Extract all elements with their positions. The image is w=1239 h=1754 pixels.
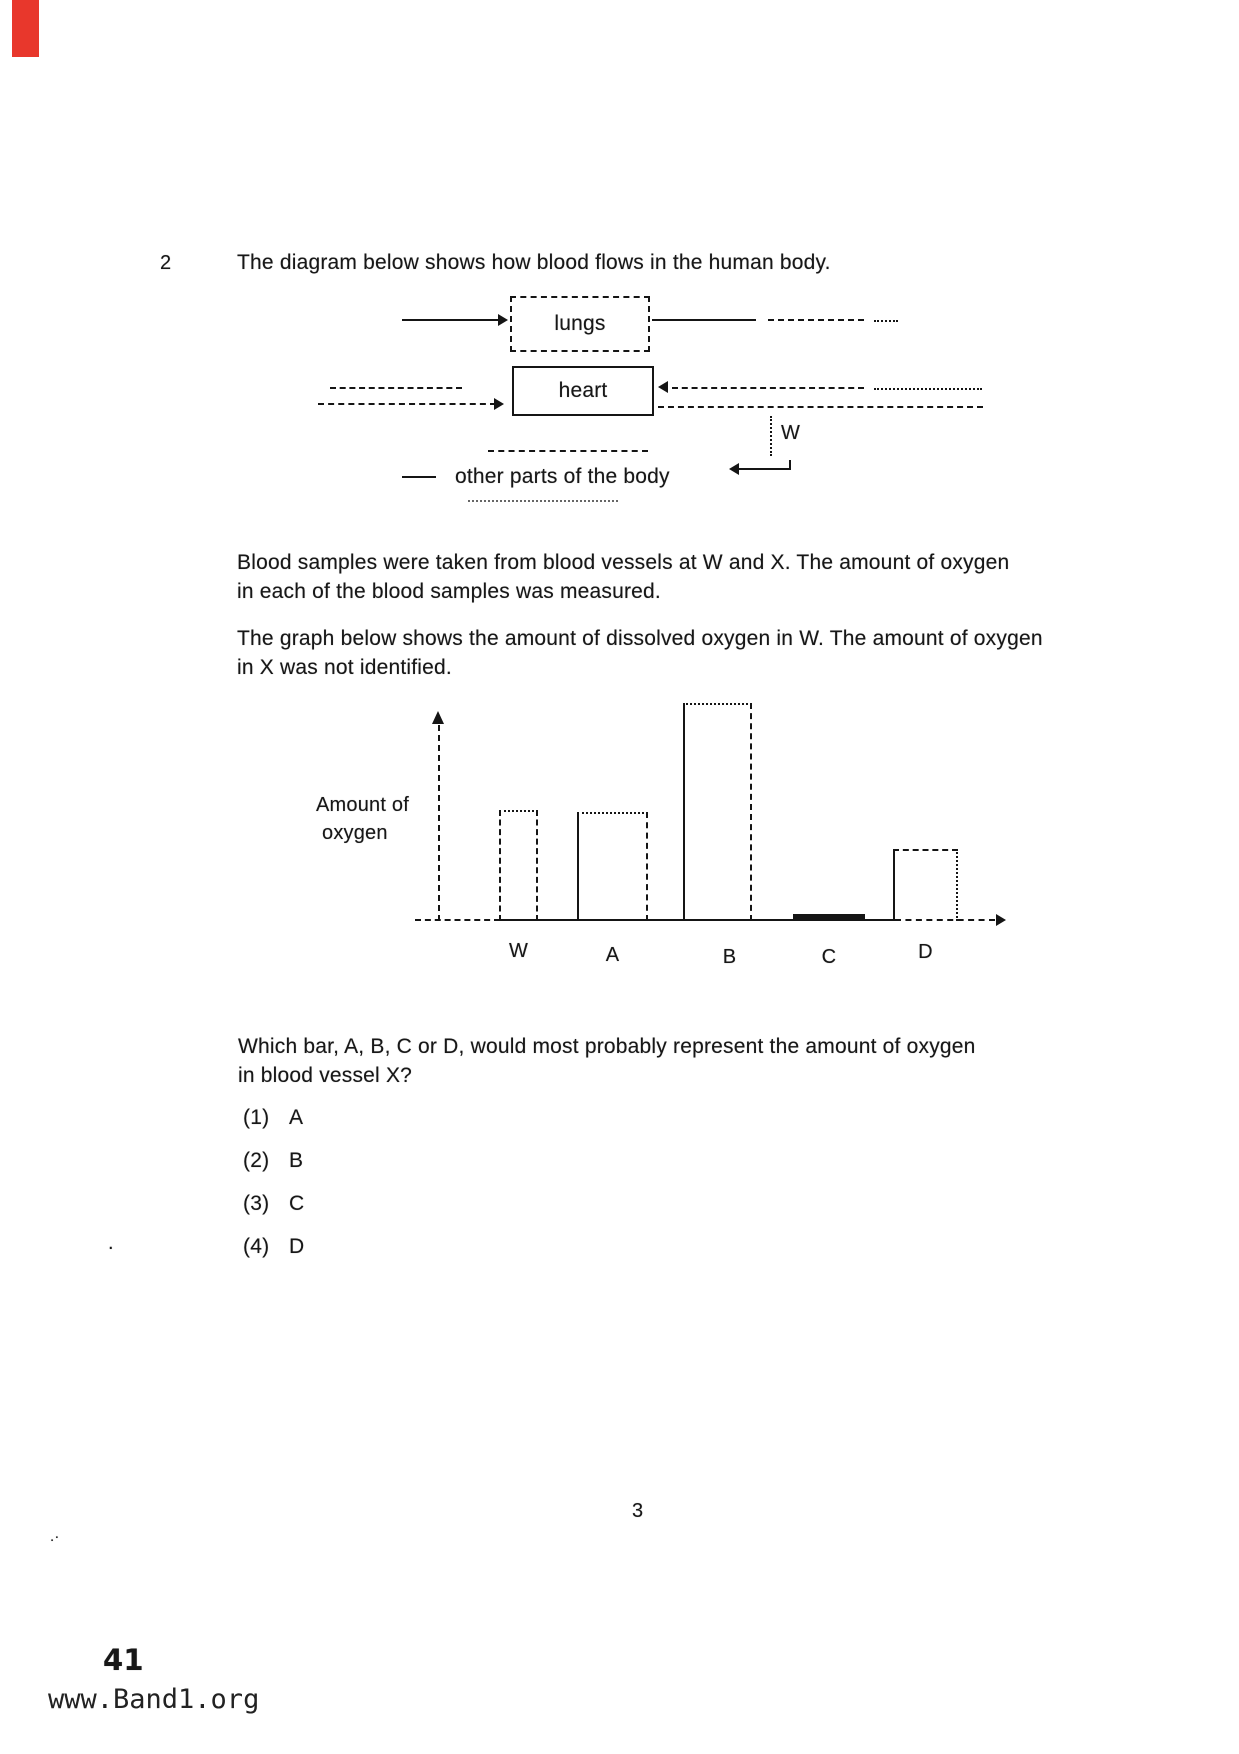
question-line2: in blood vessel X?	[238, 1064, 413, 1087]
y-axis	[438, 725, 440, 921]
heart-label: heart	[558, 379, 608, 402]
flow-dash-right-of-heart-lower	[658, 406, 983, 408]
flow-line-out-of-lungs	[652, 319, 756, 321]
bar-w	[499, 810, 538, 921]
flow-arrowhead-into-heart-right	[658, 381, 668, 393]
bar-label-w: W	[508, 940, 529, 962]
x-axis-arrowhead	[996, 914, 1006, 926]
option-1-number: (1)	[243, 1106, 270, 1129]
other-parts-left-dash	[402, 476, 436, 478]
option-4-number: (4)	[243, 1235, 270, 1258]
other-parts-label: other parts of the body	[455, 465, 670, 488]
bar-c	[793, 914, 865, 921]
flow-dash-into-heart-upper	[330, 387, 462, 389]
flow-dash-right-of-heart-upper	[672, 387, 864, 389]
paragraph1-line2: in each of the blood samples was measured.	[237, 580, 661, 603]
paragraph2-line1: The graph below shows the amount of dissolved oxygen in W. The amount of oxygen	[237, 627, 1043, 650]
other-parts-top-dashes	[488, 450, 648, 452]
bar-label-a: A	[605, 944, 620, 966]
footer-corner-number: 41	[103, 1643, 144, 1677]
lungs-label: lungs	[554, 312, 606, 335]
flow-dotted-vertical-right	[770, 416, 772, 456]
option-2-number: (2)	[243, 1149, 270, 1172]
flow-arrowhead-into-lungs	[498, 314, 508, 326]
scan-speck-bottom-left: .·	[50, 1528, 60, 1545]
option-2-letter: B	[289, 1149, 304, 1172]
other-parts-bottom-dots	[468, 500, 618, 502]
flow-dashes-out-of-lungs	[768, 319, 864, 321]
flow-dots-right-of-heart-upper	[874, 388, 982, 390]
y-axis-arrowhead	[432, 711, 444, 724]
return-arrow-line	[738, 468, 791, 470]
flow-arrowhead-into-heart	[494, 398, 504, 410]
option-3-letter: C	[289, 1192, 305, 1215]
vessel-w-label: W	[781, 422, 801, 444]
footer-site-url: www.Band1.org	[48, 1684, 260, 1715]
paragraph2-line2: in X was not identified.	[237, 656, 452, 679]
bar-label-c: C	[821, 946, 837, 968]
bar-label-d: D	[918, 941, 933, 963]
bar-b	[683, 703, 752, 921]
y-axis-label-line1: Amount of	[316, 794, 409, 816]
flow-line-into-lungs	[402, 319, 500, 321]
question-line1: Which bar, A, B, C or D, would most probably represent the amount of oxygen	[238, 1035, 976, 1058]
flow-dots-out-of-lungs	[874, 320, 898, 322]
y-axis-label-line2: oxygen	[322, 822, 388, 844]
bar-label-b: B	[722, 946, 737, 968]
page-number: 3	[632, 1500, 644, 1522]
bar-d	[893, 849, 958, 921]
paragraph1-line1: Blood samples were taken from blood vessels at W and X. The amount of oxygen	[237, 551, 1010, 574]
question-number: 2	[160, 252, 172, 274]
x-axis-left-dashes	[415, 919, 500, 921]
option-1-letter: A	[289, 1106, 304, 1129]
flow-dash-into-heart-lower	[318, 403, 496, 405]
scan-speck-left-margin: .	[108, 1232, 114, 1254]
option-3-number: (3)	[243, 1192, 270, 1215]
red-scan-mark	[12, 0, 39, 57]
return-arrow-hook	[789, 460, 791, 469]
question-intro: The diagram below shows how blood flows in the human body.	[237, 251, 831, 274]
option-4-letter: D	[289, 1235, 305, 1258]
bar-a	[577, 812, 648, 921]
